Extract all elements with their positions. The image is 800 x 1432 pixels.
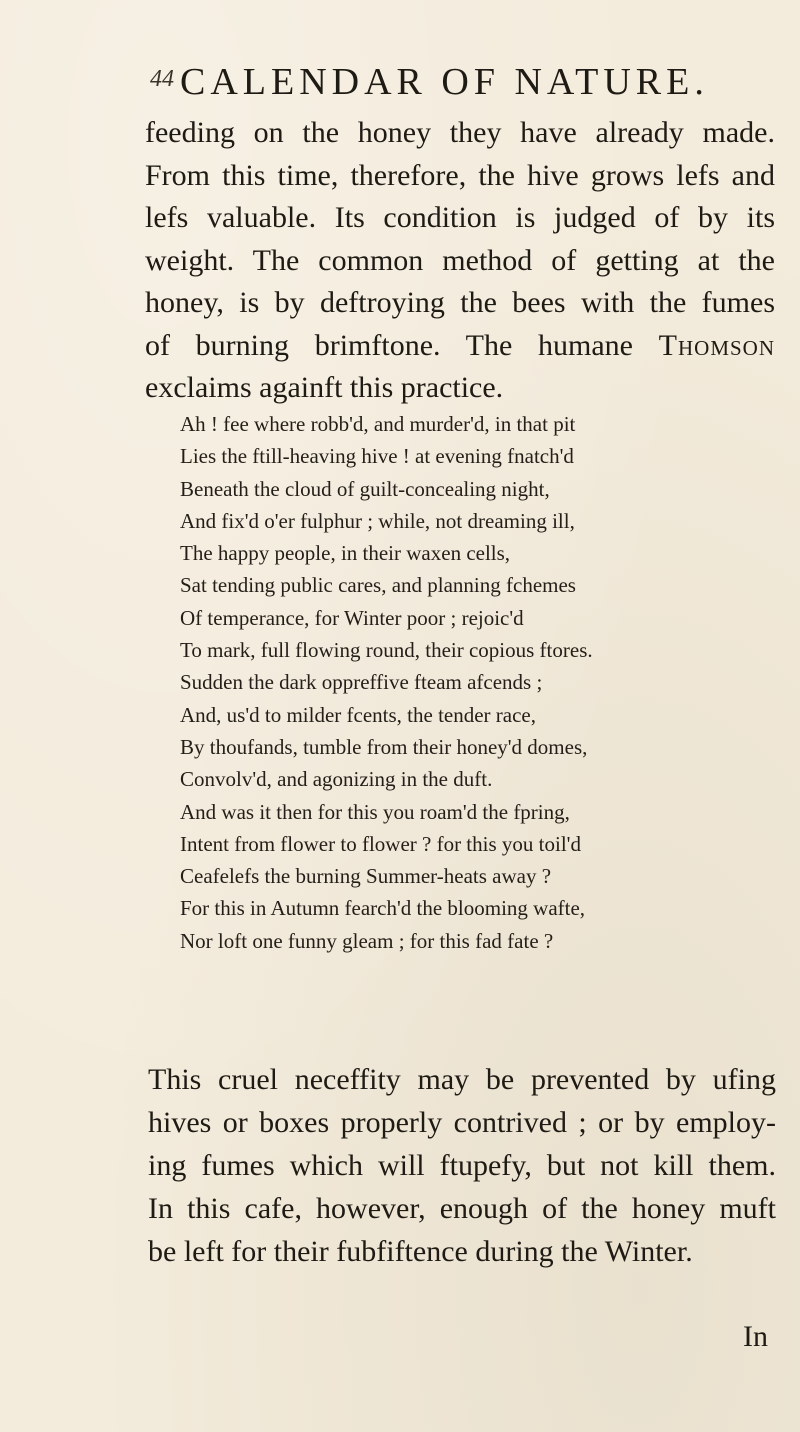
text-line: lefs valuable. Its condition is judged of by its [145, 201, 775, 234]
text-line: From this time, therefore, the hive grows lefs and [145, 158, 775, 192]
text-segment: of burning brimftone. The humane [145, 328, 633, 362]
poem-verse: Convolv'd, and agonizing in the duft. [180, 767, 493, 792]
poem-verse: Ceafelefs the burning Summer-heats away ? [180, 864, 552, 889]
poem-verse: To mark, full flowing round, their copious ftores. [180, 638, 593, 663]
paragraph-necessity [148, 1058, 776, 1273]
page-number: 44 [150, 66, 174, 92]
text-line: This cruel neceffity may be prevented by ufing [148, 1063, 776, 1096]
catchword: In [743, 1320, 768, 1353]
text-line: exclaims againft this practice. [145, 371, 504, 404]
author-name: Thomson [658, 328, 776, 362]
poem-verse: Nor loft one funny gleam ; for this fad fate ? [180, 928, 554, 953]
text-line: weight. The common method of getting at the [145, 243, 775, 277]
text-line: hives or boxes properly contrived ; or by employ- [148, 1106, 776, 1139]
text-line-with-author [145, 325, 775, 368]
poem-verse: By thoufands, tumble from their honey'd domes, [180, 734, 588, 759]
quoted-poem [180, 408, 780, 957]
text-line: be left for their fubfiftence during the Winter. [148, 1235, 693, 1268]
poem-verse: Of temperance, for Winter poor ; rejoic'd [180, 605, 524, 630]
poem-verse: And, us'd to milder fcents, the tender race, [180, 702, 536, 727]
poem-verse: Intent from flower to flower ? for this you toil'd [180, 831, 581, 856]
paragraph-feeding [145, 112, 775, 410]
running-title: CALENDAR OF NATURE. [180, 61, 709, 103]
poem-verse: For this in Autumn fearch'd the blooming wafte, [180, 896, 586, 921]
poem-verse: The happy people, in their waxen cells, [180, 541, 511, 566]
poem-verse: Ah ! fee where robb'd, and murder'd, in that pit [180, 412, 576, 436]
poem-verse: Sudden the dark oppreffive fteam afcends ; [180, 670, 543, 695]
poem-verse: Lies the ftill-heaving hive ! at evening fnatch'd [180, 444, 574, 469]
text-line: In this cafe, however, enough of the honey muft [148, 1192, 776, 1225]
poem-verse: And fix'd o'er fulphur ; while, not dreaming ill, [180, 508, 575, 533]
text-line: honey, is by deftroying the bees with the fumes [145, 286, 775, 319]
text-line: feeding on the honey they have already made. [145, 116, 775, 149]
text-line: ing fumes which will ftupefy, but not kill them. [148, 1149, 776, 1182]
page-header [0, 60, 800, 110]
poem-verse: Sat tending public cares, and planning fchemes [180, 573, 576, 598]
poem-verse: And was it then for this you roam'd the fpring, [180, 799, 570, 824]
poem-verse: Beneath the cloud of guilt-concealing night, [180, 476, 550, 501]
